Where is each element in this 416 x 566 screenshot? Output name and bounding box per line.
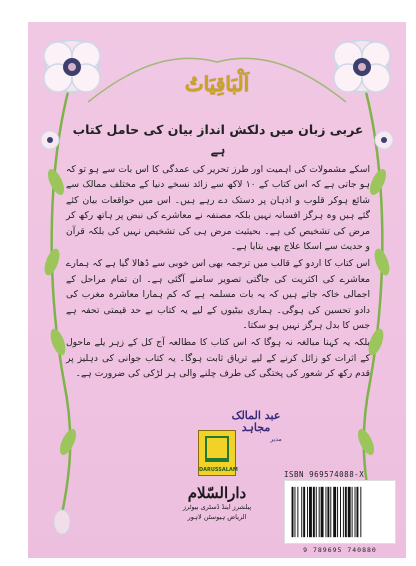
barcode-bar [360,487,361,537]
barcode-bar [294,487,295,537]
barcode-bar [301,487,302,537]
barcode-bar [297,487,298,537]
barcode-bar [333,487,336,537]
barcode-bar [303,487,305,537]
barcode-digits: 9 789695 740880 [303,546,377,554]
blurb-text [66,120,370,384]
barcode-bar [340,487,341,537]
barcode-bar [355,487,356,537]
isbn-label: ISBN 969574088-X [284,470,365,479]
barcode-bar [309,487,312,537]
barcode-bar [356,487,358,537]
signature-name: عبد المالک مجاہد [231,409,281,434]
barcode-bar [337,487,338,537]
publisher-cities: الریاض ہیوسٹن لاہور [187,513,247,521]
book-title: اَلْبَاقِيَاتُ [184,72,250,96]
barcode-bar [345,487,347,537]
barcode-bar [313,487,315,537]
blurb-paragraph: اس کتاب کا اردو کے قالب میں ترجمہ بھی اس خوبی سے ڈھالا گیا ہے کہ ہمارے معاشرے کی اکثریت کی جاگتی تصویر سامنے آگئی ہے۔ ان تمام مراحل کے اجمالی خاکہ جاتے ہیں کہ یہ بات مسلمہ ہے کہ کم ہمارا معاشرہ مغرب کی دادو تحسین کی ہوگی۔ ہماری بیٹیوں کے لیے یہ کتاب بے حد قیمتی تحفہ ہے جس کا بدل ہرگز نہیں ہو سکتا۔ [66,258,370,332]
publisher-logo [198,430,236,476]
barcode-bar [321,487,324,537]
barcode-bar [316,487,317,537]
logo-label: DARUSSALAM [199,467,238,473]
blurb-paragraph: اسکے مشمولات کی اہمیت اور طرز تحریر کی عمدگی کا اس بات سے ہو تو کہ ہو جاتی ہے کہ اس کتاب کے ۱۰ لاکھ سے زائد نسخے دنیا کے مختلف ممالک سے شائع ہوکر قلوب و اذہان پر دستک دے رہے ہیں۔ اس میں حواقعات بیان کئے گئے ہیں وہ ہرگز افسانہ نہیں بلکہ مصنفہ نے معاشرے کی نبض پر ہاتھ رکھ کر مرض کی تشخیص کی ہے۔ بحیثیت مرض ہی کی تشخیص نہیں کی بلکہ قرآن و حدیث سے اسکا علاج بھی بتایا ہے۔ [66,164,370,253]
barcode-bar [325,487,326,537]
barcode-bar [352,487,353,537]
barcode-bar [343,487,344,537]
blurb-heading: عربی زبان میں دلکش انداز بیان کی حامل کتاب ہے [72,122,364,157]
barcode-bar [327,487,329,537]
barcode-bar [307,487,308,537]
barcode-bar [319,487,320,537]
barcode-bar [292,487,294,537]
signature-role: مدیر [270,436,282,443]
book-back-cover [28,22,406,558]
barcode-bar [348,487,351,537]
publisher-name: دارالسّلام [187,484,247,502]
logo-emblem-icon [205,436,229,462]
blurb-paragraph: بلکہ یہ کہنا مبالغہ نہ ہوگا کہ اس کتاب کا مطالعہ آج کل کے زہر یلے ماحول کے اثرات کو زائل کرنے کے لیے تریاق ثابت ہوگا۔ یہ کتاب جوانی کی دہلیز پر قدم رکھ کر شعور کی پختگی کی طرف چلنے والی ہر لڑکی کی ضرورت ہے۔ [66,337,370,380]
flower-icon [375,131,393,149]
publisher-subtitle: پبلشرز اینڈ ڈسٹری بیوٹرز [182,503,252,511]
barcode-bar [330,487,331,537]
barcode [284,480,396,544]
flower-icon [41,131,59,149]
